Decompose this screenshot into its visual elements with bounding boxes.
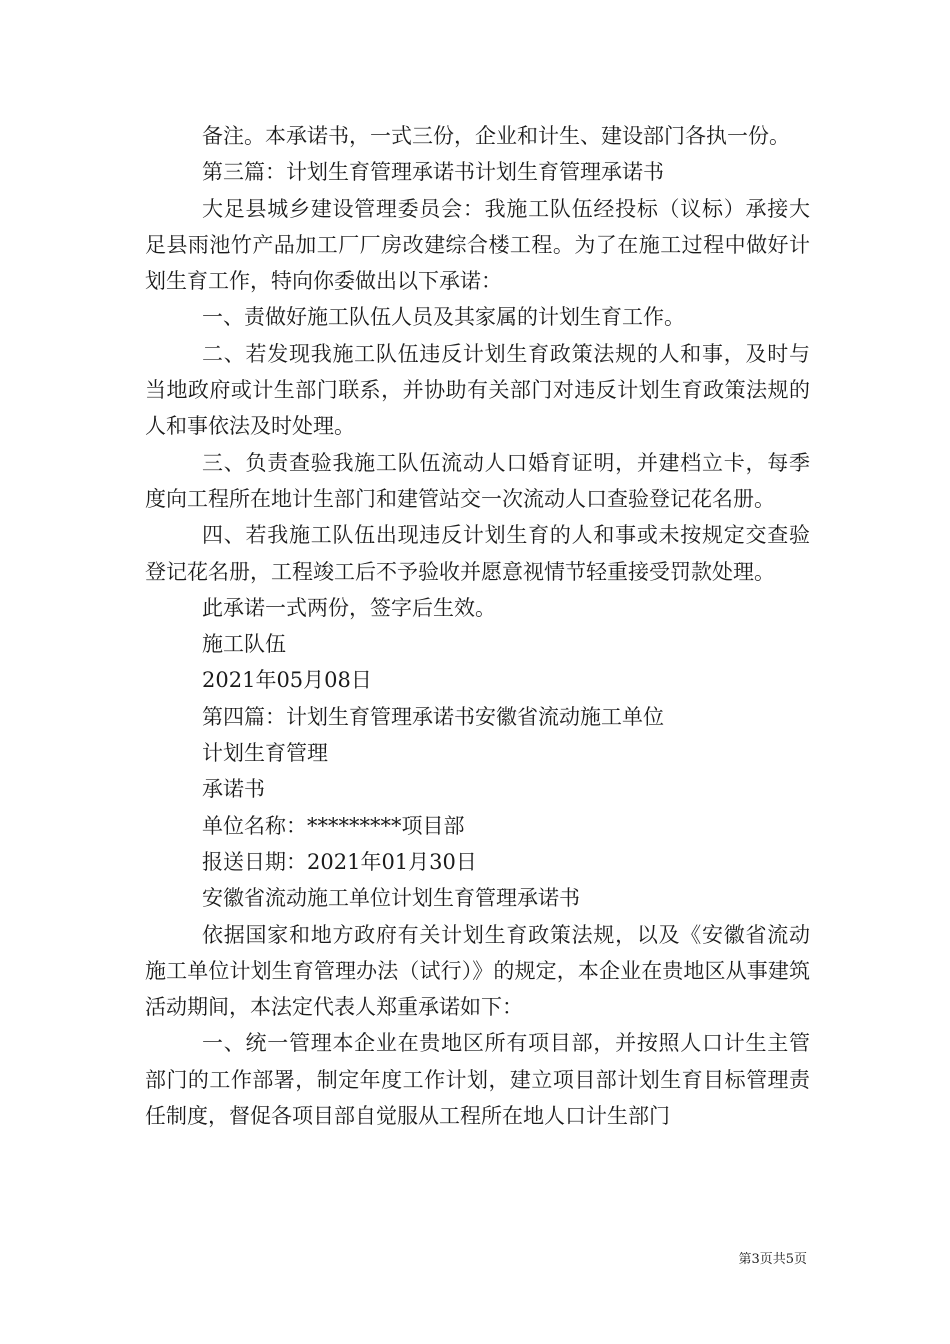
document-body xyxy=(145,118,810,1134)
signature-team: 施工队伍 xyxy=(202,632,286,657)
paragraph-item-3: 三、负责查验我施工队伍流动人口婚育证明，并建档立卡，每季度向工程所在地计生部门和建管站交一次流动人口查验登记花名册。 xyxy=(145,450,810,511)
paragraph-item-4: 四、若我施工队伍出现违反计划生育的人和事或未按规定交查验登记花名册，工程竣工后不予验收并愿意视情节轻重接受罚款处理。 xyxy=(145,523,810,584)
paragraph-commitment-1: 一、统一管理本企业在贵地区所有项目部，并按照人口计生主管部门的工作部署，制定年度工作计划，建立项目部计划生育目标管理责任制度，督促各项目部自觉服从工程所在地人口计生部门 xyxy=(145,1031,810,1129)
section-title: 安徽省流动施工单位计划生育管理承诺书 xyxy=(202,886,580,911)
paragraph-basis: 依据国家和地方政府有关计划生育政策法规，以及《安徽省流动施工单位计划生育管理办法（试行）》的规定，本企业在贵地区从事建筑活动期间，本法定代表人郑重承诺如下： xyxy=(145,922,810,1020)
signature-date: 2021年05月08日 xyxy=(202,668,372,693)
paragraph-salutation: 大足县城乡建设管理委员会：我施工队伍经投标（议标）承接大足县雨池竹产品加工厂厂房改建综合楼工程。为了在施工过程中做好计划生育工作，特向你委做出以下承诺： xyxy=(145,196,810,294)
paragraph-effect: 此承诺一式两份，签字后生效。 xyxy=(202,595,496,620)
paragraph-note: 备注。本承诺书，一式三份，企业和计生、建设部门各执一份。 xyxy=(202,124,790,148)
heading-part-four: 第四篇：计划生育管理承诺书安徽省流动施工单位 xyxy=(202,704,664,729)
unit-name-line: 单位名称：*********项目部 xyxy=(202,813,465,838)
heading-part-three: 第三篇：计划生育管理承诺书计划生育管理承诺书 xyxy=(202,160,664,185)
page-number: 第3页共5页 xyxy=(738,1252,807,1267)
cover-title-line-2: 承诺书 xyxy=(202,777,265,802)
paragraph-item-1: 一、责做好施工队伍人员及其家属的计划生育工作。 xyxy=(202,305,685,330)
submit-date-line: 报送日期：2021年01月30日 xyxy=(202,849,477,874)
cover-title-line-1: 计划生育管理 xyxy=(202,741,328,766)
paragraph-item-2: 二、若发现我施工队伍违反计划生育政策法规的人和事，及时与当地政府或计生部门联系，并协助有关部门对违反计划生育政策法规的人和事依法及时处理。 xyxy=(145,341,810,439)
